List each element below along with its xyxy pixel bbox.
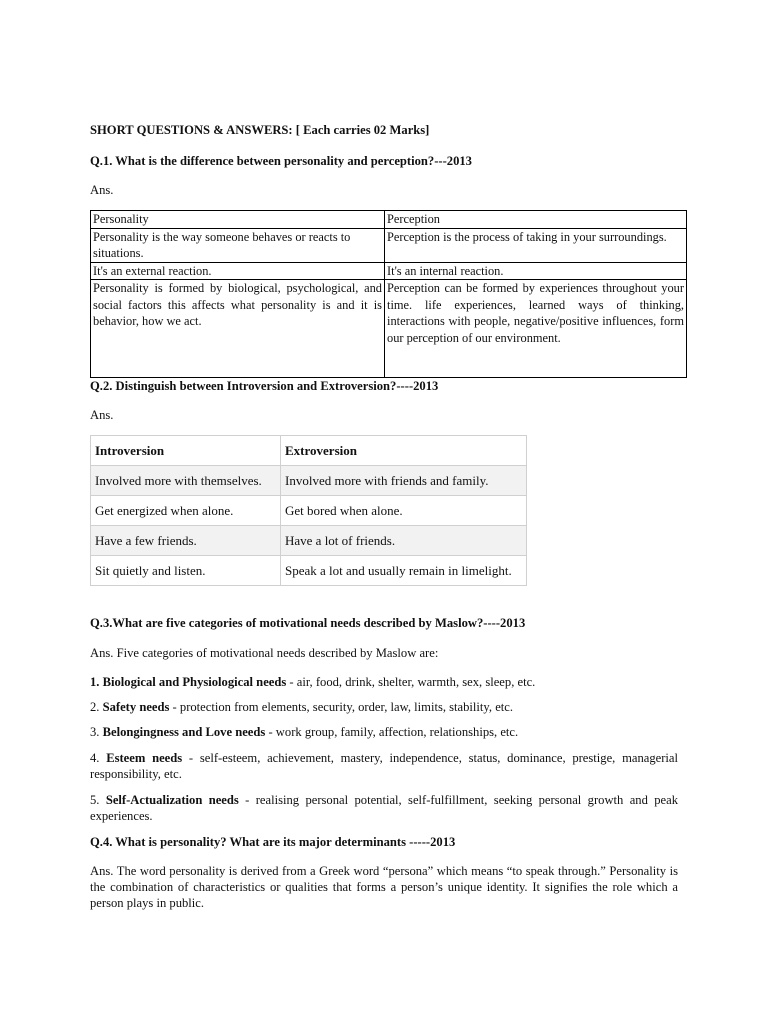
table-cell: It's an internal reaction.: [385, 262, 687, 280]
table-cell: Involved more with friends and family.: [281, 466, 527, 496]
table-cell: Sit quietly and listen.: [91, 556, 281, 586]
list-item-number: 1.: [90, 675, 103, 689]
list-item-number: 5.: [90, 793, 106, 807]
table-header-cell: Personality: [91, 211, 385, 229]
list-item-number: 4.: [90, 751, 107, 765]
table-row: [91, 228, 687, 262]
list-item-desc: - work group, family, affection, relationships, etc.: [265, 725, 519, 739]
table-cell: It's an external reaction.: [91, 262, 385, 280]
list-item-number: 2.: [90, 700, 103, 714]
q1-table-wrap: [90, 210, 690, 378]
q4-question: Q.4. What is personality? What are its major determinants -----2013: [90, 835, 456, 849]
list-item-term: Esteem needs: [106, 751, 183, 765]
table-cell: Speak a lot and usually remain in limelight.: [281, 556, 527, 586]
q1-question: Q.1. What is the difference between personality and perception?---2013: [90, 154, 472, 168]
list-item-desc: - realising personal potential, self-fulfillment, seeking personal growth and peak experiences.: [90, 793, 679, 823]
list-item-term: Safety needs: [102, 700, 170, 714]
table-cell: Personality is formed by biological, psychological, and social factors this affects what personality is and it is behavior, how we act.: [91, 280, 385, 378]
q2-ans-label: Ans.: [90, 408, 114, 422]
table-header-cell: Introversion: [91, 436, 281, 466]
table-cell: Have a lot of friends.: [281, 526, 527, 556]
q4-answer: Ans. The word personality is derived from a Greek word “persona” which means “to speak through.” Personality is the combination of characteristics or qualities that forms a person’s unique identity. It signifies the role which a person plays in public.: [90, 864, 678, 910]
table-header-row: [91, 436, 527, 466]
q2-question: Q.2. Distinguish between Introversion and Extroversion?----2013: [90, 379, 439, 393]
table-cell: Get energized when alone.: [91, 496, 281, 526]
table-header-cell: Extroversion: [281, 436, 527, 466]
table-row: [91, 466, 527, 496]
list-item-term: Belongingness and Love needs: [102, 725, 266, 739]
list-item-desc: - air, food, drink, shelter, warmth, sex, sleep, etc.: [286, 675, 536, 689]
list-item-term: Self-Actualization needs: [105, 793, 239, 807]
list-item: [90, 724, 678, 740]
table-header-cell: Perception: [385, 211, 687, 229]
list-item-desc: - self-esteem, achievement, mastery, independence, status, dominance, prestige, managerial responsibility, etc.: [90, 751, 679, 781]
list-item: [90, 699, 678, 715]
list-item: [90, 792, 678, 824]
list-item: [90, 750, 678, 782]
table-cell: Perception is the process of taking in your surroundings.: [385, 228, 687, 262]
table-row: [91, 496, 527, 526]
q2-comparison-table: [90, 435, 527, 586]
q3-intro: Ans. Five categories of motivational needs described by Maslow are:: [90, 646, 439, 660]
table-cell: Involved more with themselves.: [91, 466, 281, 496]
section-heading: SHORT QUESTIONS & ANSWERS: [ Each carries 02 Marks]: [90, 123, 430, 137]
list-item-number: 3.: [90, 725, 103, 739]
q2-table-wrap: [90, 435, 530, 586]
table-row: [91, 262, 687, 280]
table-cell: Personality is the way someone behaves or reacts to situations.: [91, 228, 385, 262]
table-cell: Get bored when alone.: [281, 496, 527, 526]
list-item: [90, 674, 678, 690]
table-row: [91, 280, 687, 378]
q3-question: Q.3.What are five categories of motivational needs described by Maslow?----2013: [90, 616, 526, 630]
table-header-row: [91, 211, 687, 229]
list-item-term: Biological and Physiological needs: [102, 675, 287, 689]
q1-comparison-table: [90, 210, 687, 378]
table-cell: Have a few friends.: [91, 526, 281, 556]
table-cell: Perception can be formed by experiences throughout your time. life experiences, learned ways of thinking, interactions with people, negative/positive influences, form our perception of our environment.: [385, 280, 687, 378]
list-item-desc: - protection from elements, security, order, law, limits, stability, etc.: [169, 700, 514, 714]
table-row: [91, 526, 527, 556]
q1-ans-label: Ans.: [90, 183, 114, 197]
table-row: [91, 556, 527, 586]
